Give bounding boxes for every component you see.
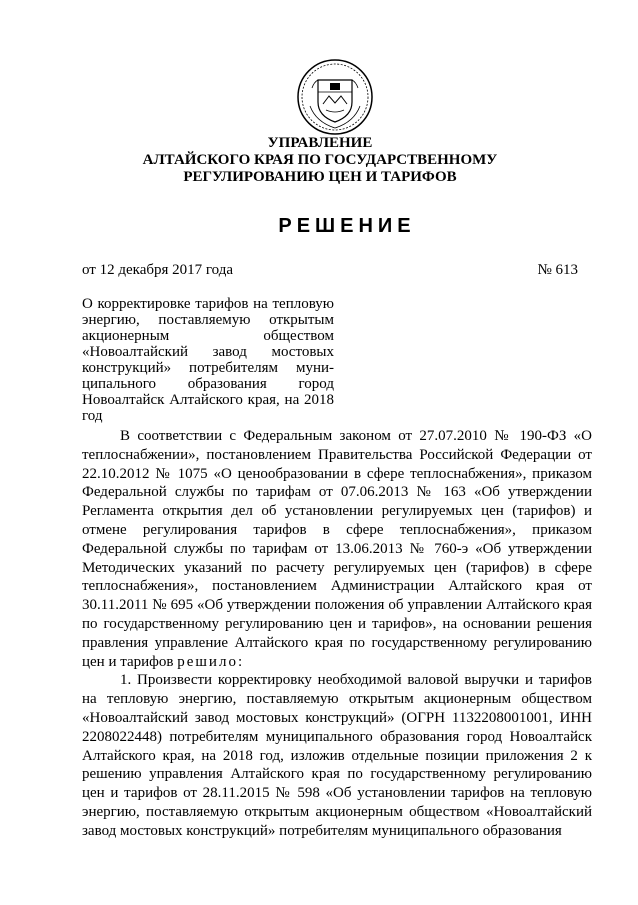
organization-line-2: АЛТАЙСКОГО КРАЯ ПО ГОСУДАРСТВЕННОМУ bbox=[142, 152, 498, 168]
decided-word: решило: bbox=[177, 653, 245, 670]
document-number: № 613 bbox=[537, 262, 578, 278]
organization-line-3: РЕГУЛИРОВАНИЮ ЦЕН И ТАРИФОВ bbox=[183, 169, 457, 185]
body-paragraph-2: 1. Произвести корректировку необходимой валовой выручки и тарифов на тепловую энергию, поставляемую открытым акционерным обществом «Новоалтайский завод мостовых конструкций» (ОГРН 1132208001001, ИНН 2208022448) потребителям муниципального образования город Новоалтайск Алтайского края, на 2018 год, изложив отдельные позиции приложения 2 к решению управления Алтайского края по государственному регулированию цен и тарифов от 28.11.2015 № 598 «Об установлении тарифов на тепловую энергию, поставляемую открытым акционерным обществом «Новоалтайский завод мостовых конструкций» потребителям муниципального образования bbox=[82, 672, 592, 839]
paragraph-1-text: В соответствии с Федеральным законом от 27.07.2010 № 190-ФЗ «О теплоснабжении», постановлением Правительства Российской Федерации от 22.10.2012 № 1075 «О ценообразовании в сфере теплоснабжения», приказом Федеральной службы по тарифам от 07.06.2013 № 163 «Об утверждении Регламента открытия дел об установлении регулируемых цен (тарифов) и отмене регулирования тарифов в сфере теплоснабжения», приказом Федеральной службы по тарифам от 13.06.2013 № 760-э «Об утверждении Методических указаний по расчету регулируемых цен (тарифов) в сфере теплоснабжения», постановлением Администрации Алтайского края от 30.11.2011 № 695 «Об утверждении положения об управлении Алтайского края по государственному регулированию цен и тарифов», на основании решения правления управление Алтайского края по государственному регулированию цен и тарифов bbox=[82, 428, 592, 670]
document-title: РЕШЕНИЕ bbox=[278, 215, 416, 237]
organization-line-1: УПРАВЛЕНИЕ bbox=[267, 135, 373, 151]
organization-name bbox=[80, 135, 560, 186]
coat-of-arms-icon bbox=[296, 58, 374, 136]
body-paragraph-1 bbox=[82, 427, 592, 671]
document-subject: О корректировке тарифов на тепловую энергию, поставляемую открытым акционерным обществом «Новоалтайский завод мостовых конструкций» потребителям муни-ципального образования город Новоалтайск Алтайского края, на 2018 год bbox=[82, 296, 334, 424]
document-body bbox=[82, 427, 592, 841]
document-date: от 12 декабря 2017 года bbox=[82, 262, 234, 278]
